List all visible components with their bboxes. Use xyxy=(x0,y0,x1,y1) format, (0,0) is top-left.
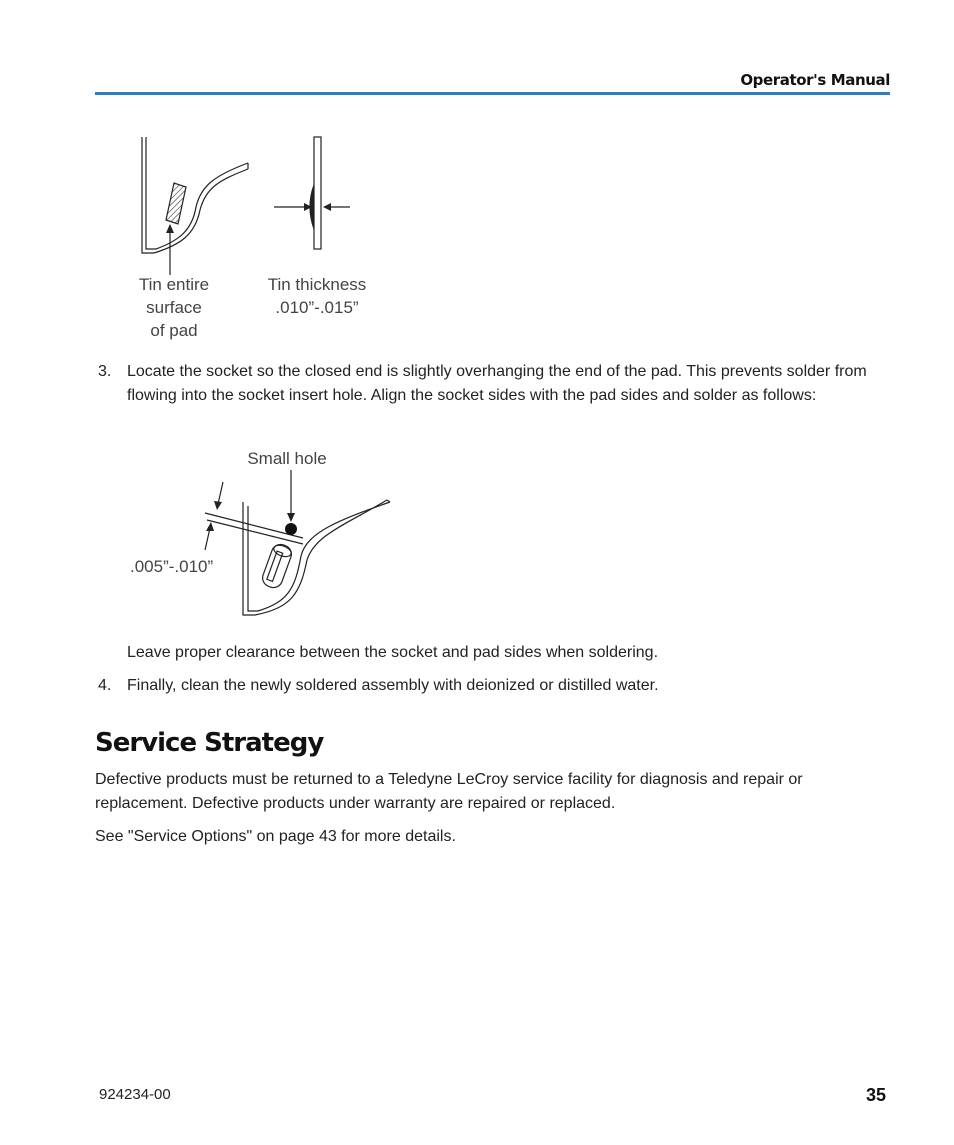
socket-pad-illustration xyxy=(205,470,390,615)
label-thickness-range: .010”-.015” xyxy=(275,298,359,317)
step-3 xyxy=(95,360,875,408)
header-rule xyxy=(95,92,890,95)
step-3-number: 3. xyxy=(98,363,112,380)
step-3-text: Locate the socket so the closed end is slightly overhanging the end of the pad. This prevents solder from flowing into the socket insert hole. Align the socket sides with the pad sides and solder as follows: xyxy=(127,363,867,404)
step-4-number: 4. xyxy=(98,677,112,694)
step-4-text: Finally, clean the newly soldered assembly with deionized or distilled water. xyxy=(127,677,659,694)
pad-illustration xyxy=(142,137,248,275)
clearance-note: Leave proper clearance between the socket and pad sides when soldering. xyxy=(127,644,659,661)
label-clearance-range: .005”-.010” xyxy=(130,557,214,576)
thickness-illustration xyxy=(274,137,350,249)
section-heading: Service Strategy xyxy=(95,728,324,758)
label-tin-thickness: Tin thickness xyxy=(267,275,367,294)
footer-page-number: 35 xyxy=(865,1085,886,1105)
section-paragraph-2: See "Service Options" on page 43 for more details. xyxy=(95,828,456,845)
footer-doc-number: 924234-00 xyxy=(99,1086,171,1103)
label-small-hole: Small hole xyxy=(247,449,327,468)
label-tin-entire: Tin entire xyxy=(138,275,210,294)
figure-socket-placement xyxy=(125,440,405,625)
label-of-pad: of pad xyxy=(150,321,198,340)
section-paragraph-1: Defective products must be returned to a Teledyne LeCroy service facility for diagnosis and repair or replacement. Defective products under warranty are repaired or replaced. xyxy=(95,771,803,812)
step-4 xyxy=(95,674,875,698)
figure-tin-pad xyxy=(120,125,400,350)
running-header-title: Operator's Manual xyxy=(740,71,890,89)
label-surface: surface xyxy=(146,298,202,317)
